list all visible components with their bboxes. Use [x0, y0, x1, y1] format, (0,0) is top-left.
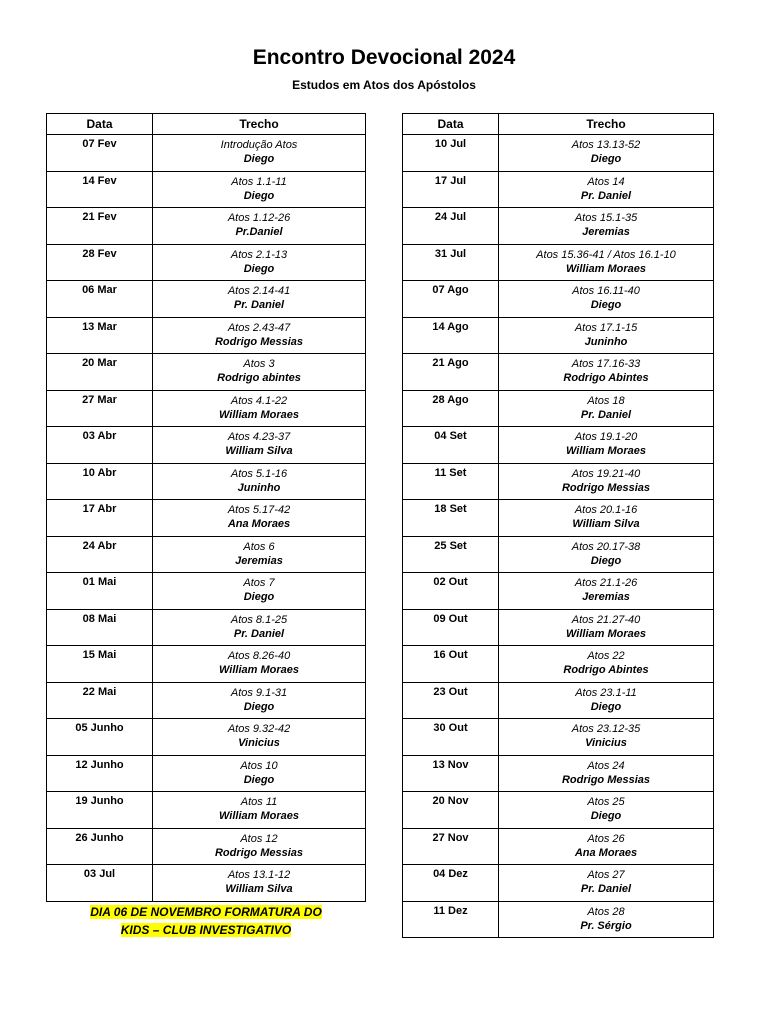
- passage-reference: Atos 17.1-15: [574, 321, 638, 334]
- session-date: 18 Set: [434, 503, 467, 515]
- passage-cell: [153, 281, 366, 318]
- session-date: 09 Out: [433, 612, 468, 625]
- passage-cell: [499, 135, 714, 172]
- date-cell: [47, 536, 153, 573]
- passage-cell: [499, 792, 714, 829]
- session-leader: Diego: [590, 810, 622, 822]
- session-date: 24 Abr: [82, 539, 117, 552]
- session-date: 26 Junho: [75, 831, 124, 844]
- passage-cell: [153, 244, 366, 281]
- passage-cell: [153, 719, 366, 756]
- table-row: [403, 244, 714, 281]
- table-row: [403, 792, 714, 829]
- table-row: [403, 171, 714, 208]
- table-row: [403, 536, 714, 573]
- date-cell: [47, 573, 153, 610]
- passage-cell: [499, 171, 714, 208]
- date-cell: [403, 390, 499, 427]
- passage-cell: [499, 646, 714, 683]
- passage-cell: [499, 500, 714, 537]
- date-cell: [47, 135, 153, 172]
- date-cell: [47, 354, 153, 391]
- table-row: [403, 281, 714, 318]
- passage-reference: Atos 5.1-16: [230, 467, 288, 480]
- table-row: [47, 719, 366, 756]
- table-row: [47, 427, 366, 464]
- note-line-2: KIDS – CLUB INVESTIGATIVO: [120, 923, 292, 937]
- date-cell: [403, 682, 499, 719]
- table-row: [403, 500, 714, 537]
- passage-reference: Atos 11: [240, 796, 278, 808]
- table-row: [403, 609, 714, 646]
- date-cell: [47, 792, 153, 829]
- date-cell: [47, 463, 153, 500]
- passage-reference: Atos 2.1-13: [230, 248, 288, 261]
- passage-cell: [499, 901, 714, 938]
- date-cell: [403, 244, 499, 281]
- date-cell: [47, 828, 153, 865]
- passage-reference: Atos 24: [587, 759, 625, 772]
- session-leader: Pr. Sérgio: [580, 919, 632, 932]
- date-cell: [47, 281, 153, 318]
- table-row: [47, 354, 366, 391]
- table-row: [47, 244, 366, 281]
- passage-cell: [153, 646, 366, 683]
- session-leader: Diego: [590, 554, 622, 567]
- passage-reference: Atos 3: [243, 358, 275, 370]
- passage-reference: Atos 15.1-35: [574, 212, 638, 224]
- session-leader: Rodrigo Messias: [214, 335, 304, 348]
- column-header-date: Data: [403, 114, 499, 135]
- session-leader: Rodrigo abintes: [217, 372, 301, 384]
- table-row: [403, 317, 714, 354]
- session-leader: Pr. Daniel: [580, 189, 632, 202]
- passage-cell: [153, 828, 366, 865]
- passage-reference: Atos 18: [587, 394, 625, 407]
- table-row: [403, 865, 714, 902]
- table-header-row: [403, 114, 714, 135]
- session-leader: Pr. Daniel: [580, 883, 632, 895]
- date-cell: [403, 573, 499, 610]
- column-header-date: Data: [47, 114, 153, 135]
- date-cell: [403, 792, 499, 829]
- session-date: 12 Junho: [75, 758, 124, 771]
- session-date: 14 Ago: [432, 320, 469, 333]
- date-cell: [47, 865, 153, 902]
- passage-reference: Atos 12: [240, 832, 278, 845]
- graduation-note: [46, 903, 366, 939]
- table-row: [403, 208, 714, 245]
- passage-reference: Atos 23.1-11: [575, 686, 637, 699]
- table-row: [47, 208, 366, 245]
- session-leader: William Silva: [225, 445, 293, 457]
- passage-reference: Atos 17.16-33: [571, 358, 641, 370]
- passage-reference: Atos 21.1-26: [574, 577, 638, 589]
- passage-cell: [153, 536, 366, 573]
- session-date: 07 Fev: [82, 138, 117, 150]
- passage-cell: [499, 573, 714, 610]
- session-leader: Pr. Daniel: [580, 408, 632, 421]
- table-row: [403, 427, 714, 464]
- session-date: 15 Mai: [82, 649, 117, 661]
- table-row: [47, 573, 366, 610]
- passage-cell: [153, 792, 366, 829]
- table-row: [403, 390, 714, 427]
- date-cell: [403, 171, 499, 208]
- session-date: 17 Abr: [82, 503, 117, 515]
- session-leader: Jeremias: [235, 554, 283, 567]
- passage-cell: [499, 354, 714, 391]
- session-leader: Pr. Daniel: [233, 299, 285, 311]
- date-cell: [47, 719, 153, 756]
- date-cell: [403, 427, 499, 464]
- table-row: [47, 463, 366, 500]
- date-cell: [47, 390, 153, 427]
- passage-cell: [153, 354, 366, 391]
- table-row: [403, 719, 714, 756]
- session-date: 10 Abr: [82, 466, 117, 479]
- passage-cell: [499, 427, 714, 464]
- passage-reference: Atos 22: [587, 650, 625, 662]
- session-date: 04 Dez: [433, 868, 468, 880]
- passage-cell: [499, 719, 714, 756]
- table-row: [47, 317, 366, 354]
- passage-reference: Atos 13.13-52: [571, 139, 641, 151]
- passage-cell: [499, 755, 714, 792]
- passage-reference: Atos 6: [243, 540, 275, 553]
- session-leader: Diego: [590, 700, 622, 713]
- session-date: 21 Ago: [432, 357, 469, 369]
- date-cell: [403, 609, 499, 646]
- session-date: 03 Jul: [83, 868, 116, 880]
- session-date: 23 Out: [433, 685, 468, 698]
- table-row: [403, 682, 714, 719]
- passage-reference: Atos 27: [587, 869, 625, 881]
- table-row: [403, 354, 714, 391]
- passage-reference: Atos 4.1-22: [230, 394, 288, 407]
- date-cell: [47, 427, 153, 464]
- session-date: 20 Nov: [432, 795, 469, 807]
- passage-cell: [499, 317, 714, 354]
- session-leader: Rodrigo Messias: [561, 773, 651, 786]
- date-cell: [403, 536, 499, 573]
- passage-cell: [153, 427, 366, 464]
- session-date: 03 Abr: [82, 430, 117, 442]
- passage-cell: [153, 573, 366, 610]
- session-date: 30 Out: [433, 722, 468, 734]
- note-line-1: DIA 06 DE NOVEMBRO FORMATURA DO: [90, 905, 322, 919]
- session-date: 14 Fev: [82, 174, 117, 187]
- date-cell: [47, 646, 153, 683]
- session-leader: Juninho: [584, 335, 628, 348]
- passage-cell: [153, 208, 366, 245]
- passage-cell: [499, 208, 714, 245]
- table-header-row: [47, 114, 366, 135]
- passage-cell: [153, 171, 366, 208]
- table-row: [47, 171, 366, 208]
- date-cell: [47, 609, 153, 646]
- table-row: [47, 682, 366, 719]
- column-header-passage: Trecho: [499, 114, 714, 135]
- date-cell: [403, 354, 499, 391]
- session-leader: Rodrigo Messias: [561, 481, 651, 494]
- session-date: 25 Set: [434, 539, 467, 552]
- passage-reference: Atos 16.11-40: [572, 285, 640, 297]
- passage-cell: [499, 463, 714, 500]
- date-cell: [403, 901, 499, 938]
- passage-cell: [499, 682, 714, 719]
- passage-cell: [153, 135, 366, 172]
- session-date: 13 Mar: [82, 320, 117, 333]
- date-cell: [47, 682, 153, 719]
- page-subtitle: Estudos em Atos dos Apóstolos: [292, 78, 476, 92]
- passage-cell: [153, 865, 366, 902]
- date-cell: [47, 500, 153, 537]
- table-row: [47, 281, 366, 318]
- passage-cell: [153, 682, 366, 719]
- date-cell: [403, 208, 499, 245]
- table-row: [47, 500, 366, 537]
- passage-reference: Atos 19.1-20: [574, 431, 638, 443]
- session-leader: William Moraes: [219, 810, 299, 822]
- session-leader: William Moraes: [219, 408, 299, 421]
- session-leader: Pr. Daniel: [233, 627, 285, 640]
- session-date: 19 Junho: [75, 795, 124, 807]
- session-date: 11 Set: [434, 466, 467, 479]
- session-leader: William Silva: [572, 518, 640, 530]
- schedule-table-left: [46, 113, 366, 902]
- session-date: 04 Set: [434, 430, 467, 442]
- session-date: 13 Nov: [432, 758, 469, 771]
- passage-reference: Atos 1.12-26: [227, 212, 291, 224]
- session-date: 01 Mai: [82, 576, 117, 588]
- table-row: [47, 646, 366, 683]
- passage-reference: Atos 21.27-40: [571, 613, 641, 626]
- passage-reference: Atos 7: [243, 577, 275, 589]
- passage-cell: [499, 281, 714, 318]
- table-row: [47, 828, 366, 865]
- passage-reference: Introdução Atos: [220, 139, 298, 151]
- session-date: 27 Mar: [82, 393, 117, 406]
- session-leader: Rodrigo Abintes: [563, 372, 649, 384]
- table-row: [47, 792, 366, 829]
- passage-reference: Atos 2.14-41: [227, 285, 291, 297]
- passage-cell: [499, 390, 714, 427]
- column-header-passage: Trecho: [153, 114, 366, 135]
- table-row: [403, 901, 714, 938]
- session-leader: Diego: [590, 153, 622, 165]
- session-date: 24 Jul: [434, 211, 467, 223]
- passage-cell: [153, 609, 366, 646]
- passage-cell: [153, 317, 366, 354]
- date-cell: [403, 755, 499, 792]
- passage-cell: [499, 244, 714, 281]
- session-date: 11 Dez: [433, 904, 468, 917]
- session-date: 02 Out: [433, 576, 468, 588]
- passage-reference: Atos 9.32-42: [227, 723, 291, 735]
- session-leader: Diego: [243, 153, 275, 165]
- session-date: 16 Out: [433, 649, 468, 661]
- session-leader: Rodrigo Messias: [214, 846, 304, 859]
- passage-cell: [153, 500, 366, 537]
- table-row: [47, 755, 366, 792]
- table-row: [47, 536, 366, 573]
- passage-cell: [499, 536, 714, 573]
- session-leader: Diego: [243, 700, 275, 713]
- passage-reference: Atos 8.1-25: [230, 613, 288, 626]
- passage-reference: Atos 25: [587, 796, 625, 808]
- session-leader: William Moraes: [219, 664, 299, 676]
- date-cell: [403, 500, 499, 537]
- date-cell: [47, 317, 153, 354]
- passage-reference: Atos 26: [587, 832, 625, 845]
- date-cell: [403, 865, 499, 902]
- table-row: [47, 135, 366, 172]
- date-cell: [403, 135, 499, 172]
- session-date: 21 Fev: [82, 211, 117, 223]
- date-cell: [403, 281, 499, 318]
- passage-reference: Atos 19.21-40: [571, 467, 641, 480]
- passage-reference: Atos 4.23-37: [227, 431, 291, 443]
- passage-reference: Atos 15.36-41 / Atos 16.1-10: [536, 248, 676, 261]
- date-cell: [403, 646, 499, 683]
- session-leader: Jeremias: [582, 591, 630, 603]
- session-leader: William Moraes: [566, 445, 646, 457]
- table-row: [47, 865, 366, 902]
- session-date: 27 Nov: [432, 831, 469, 844]
- passage-cell: [153, 463, 366, 500]
- session-leader: Pr.Daniel: [235, 226, 283, 238]
- session-leader: Diego: [243, 189, 275, 202]
- session-date: 06 Mar: [82, 284, 117, 296]
- table-row: [403, 463, 714, 500]
- session-leader: Diego: [243, 591, 275, 603]
- session-leader: William Moraes: [566, 627, 646, 640]
- session-date: 08 Mai: [82, 612, 117, 625]
- passage-cell: [499, 609, 714, 646]
- session-date: 17 Jul: [434, 174, 467, 187]
- passage-reference: Atos 9.1-31: [230, 686, 288, 699]
- session-date: 20 Mar: [82, 357, 117, 369]
- session-date: 22 Mai: [82, 685, 117, 698]
- session-leader: Ana Moraes: [227, 518, 291, 530]
- session-leader: Jeremias: [582, 226, 630, 238]
- passage-cell: [499, 828, 714, 865]
- table-row: [403, 646, 714, 683]
- session-date: 10 Jul: [434, 138, 467, 150]
- date-cell: [403, 463, 499, 500]
- date-cell: [47, 171, 153, 208]
- passage-reference: Atos 10: [240, 759, 278, 772]
- date-cell: [403, 828, 499, 865]
- date-cell: [47, 208, 153, 245]
- session-leader: William Moraes: [566, 262, 646, 275]
- session-date: 28 Fev: [82, 247, 117, 260]
- session-leader: Ana Moraes: [574, 846, 638, 859]
- passage-reference: Atos 13.1-12: [227, 869, 291, 881]
- table-row: [47, 609, 366, 646]
- session-date: 31 Jul: [434, 247, 467, 260]
- session-leader: Juninho: [237, 481, 281, 494]
- session-date: 07 Ago: [432, 284, 469, 296]
- table-row: [403, 755, 714, 792]
- session-leader: William Silva: [225, 883, 293, 895]
- session-leader: Vinicius: [585, 737, 627, 749]
- session-leader: Diego: [243, 262, 275, 275]
- date-cell: [403, 719, 499, 756]
- session-date: 05 Junho: [75, 722, 124, 734]
- passage-reference: Atos 20.1-16: [574, 504, 638, 516]
- passage-reference: Atos 1.1-11: [231, 175, 287, 188]
- table-row: [403, 573, 714, 610]
- session-leader: Diego: [590, 299, 622, 311]
- passage-reference: Atos 2.43-47: [227, 321, 291, 334]
- session-leader: Diego: [243, 773, 275, 786]
- passage-cell: [153, 755, 366, 792]
- date-cell: [403, 317, 499, 354]
- table-row: [403, 135, 714, 172]
- session-date: 28 Ago: [432, 393, 469, 406]
- date-cell: [47, 244, 153, 281]
- passage-cell: [499, 865, 714, 902]
- date-cell: [47, 755, 153, 792]
- passage-reference: Atos 28: [587, 905, 625, 918]
- passage-reference: Atos 8.26-40: [227, 650, 291, 662]
- passage-reference: Atos 5.17-42: [227, 504, 291, 516]
- passage-reference: Atos 23.12-35: [571, 723, 641, 735]
- schedule-table-right: [402, 113, 714, 938]
- session-leader: Rodrigo Abintes: [563, 664, 649, 676]
- passage-reference: Atos 20.17-38: [571, 540, 641, 553]
- session-leader: Vinicius: [238, 737, 280, 749]
- passage-reference: Atos 14: [587, 175, 625, 188]
- passage-cell: [153, 390, 366, 427]
- table-row: [47, 390, 366, 427]
- page-title: Encontro Devocional 2024: [252, 46, 516, 69]
- table-row: [403, 828, 714, 865]
